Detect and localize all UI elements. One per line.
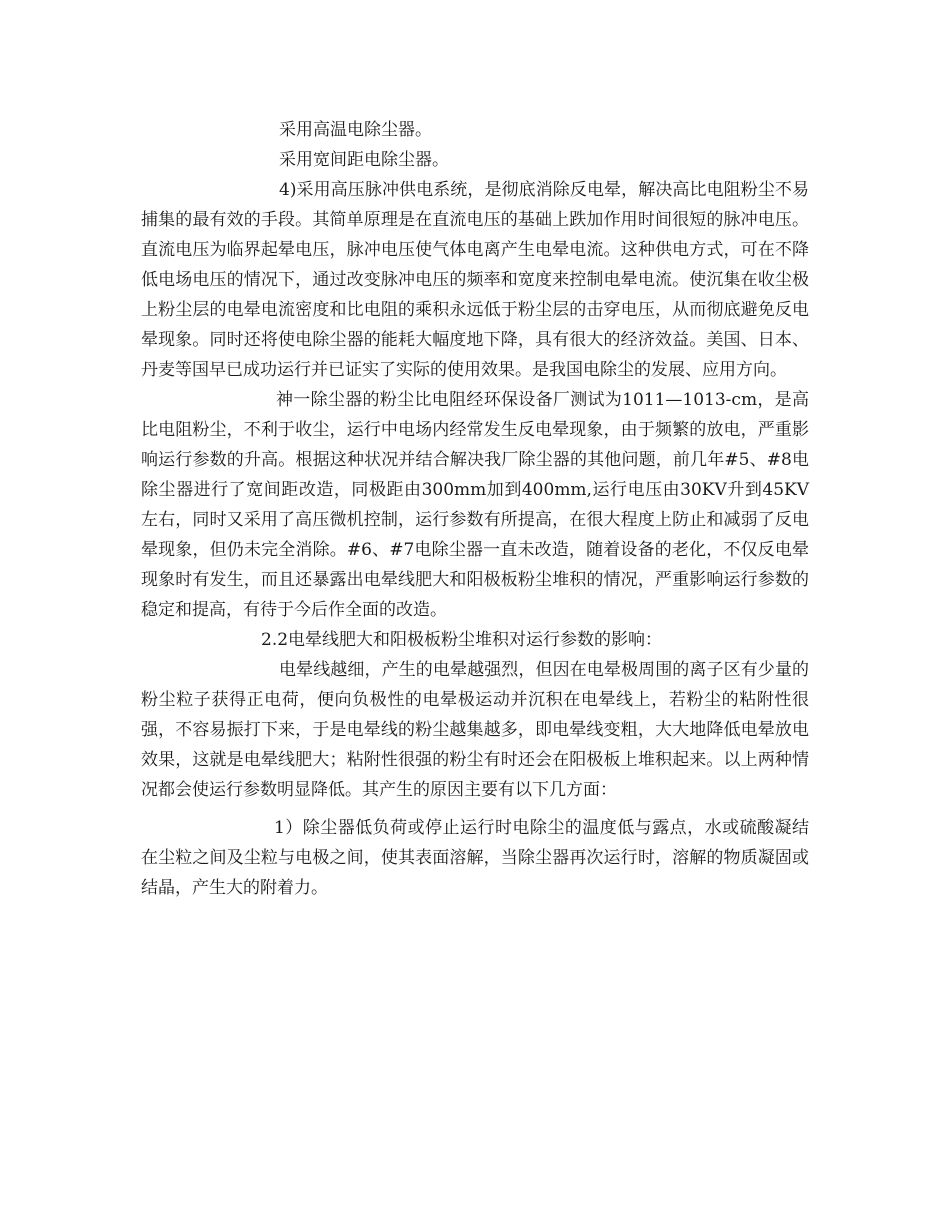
paragraph-shenyi-precipitator: 神一除尘器的粉尘比电阻经环保设备厂测试为1011—1013-cm，是高比电阻粉尘，不利于收尘，运行中电场内经常发生反电晕现象，由于频繁的放电，严重影响运行参数的升高。根据这种状况并结合解决我厂除尘器的其他问题，前几年#5、#8电除尘器进行了宽间距改造，同极距由300mm加到400mm,运行电压由30KV升到45KV左右，同时又采用了高压微机控制，运行参数有所提高，在很大程度上防止和减弱了反电晕现象，但仍未完全消除。#6、#7电除尘器一直未改造，随着设备的老化，不仅反电晕现象时有发生，而且还暴露出电晕线肥大和阳极板粉尘堆积的情况，严重影响运行参数的稳定和提高，有待于今后作全面的改造。 bbox=[141, 390, 809, 620]
paragraph-pulse-power-supply: 4)采用高压脉冲供电系统，是彻底消除反电晕，解决高比电阻粉尘不易捕集的最有效的手段。其简单原理是在直流电压的基础上跌加作用时间很短的脉冲电压。直流电压为临界起晕电压，脉冲电压使气体电离产生电晕电流。这种供电方式，可在不降低电场电压的情况下，通过改变脉冲电压的频率和宽度来控制电晕电流。使沉集在收尘极上粉尘层的电晕电流密度和比电阻的乘积永远低于粉尘层的击穿电压，从而彻底避免反电晕现象。同时还将使电除尘器的能耗大幅度地下降，具有很大的经济效益。美国、日本、丹麦等国早已成功运行并已证实了实际的使用效果。是我国电除尘的发展、应用方向。 bbox=[141, 180, 809, 380]
paragraph-high-temp-precipitator: 采用高温电除尘器。 bbox=[279, 120, 432, 140]
paragraph-cause-low-load: 1）除尘器低负荷或停止运行时电除尘的温度低与露点，水或硫酸凝结在尘粒之间及尘粒与电极之间，使其表面溶解，当除尘器再次运行时，溶解的物质凝固或结晶，产生大的附着力。 bbox=[141, 818, 809, 898]
document-body bbox=[141, 115, 809, 903]
paragraph-corona-wire-thickening: 电晕线越细，产生的电晕越强烈，但因在电晕极周围的离子区有少量的粉尘粒子获得正电荷，便向负极性的电晕极运动并沉积在电晕线上，若粉尘的粘附性很强，不容易振打下来，于是电晕线的粉尘越集越多，即电晕线变粗，大大地降低电晕放电效果，这就是电晕线肥大；粘附性很强的粉尘有时还会在阳极板上堆积起来。以上两种情况都会使运行参数明显降低。其产生的原因主要有以下几方面： bbox=[141, 660, 809, 800]
paragraph-wide-spacing-precipitator: 采用宽间距电除尘器。 bbox=[279, 150, 449, 170]
section-heading-2-2: 2.2电晕线肥大和阳极板粉尘堆积对运行参数的影响： bbox=[261, 630, 663, 650]
